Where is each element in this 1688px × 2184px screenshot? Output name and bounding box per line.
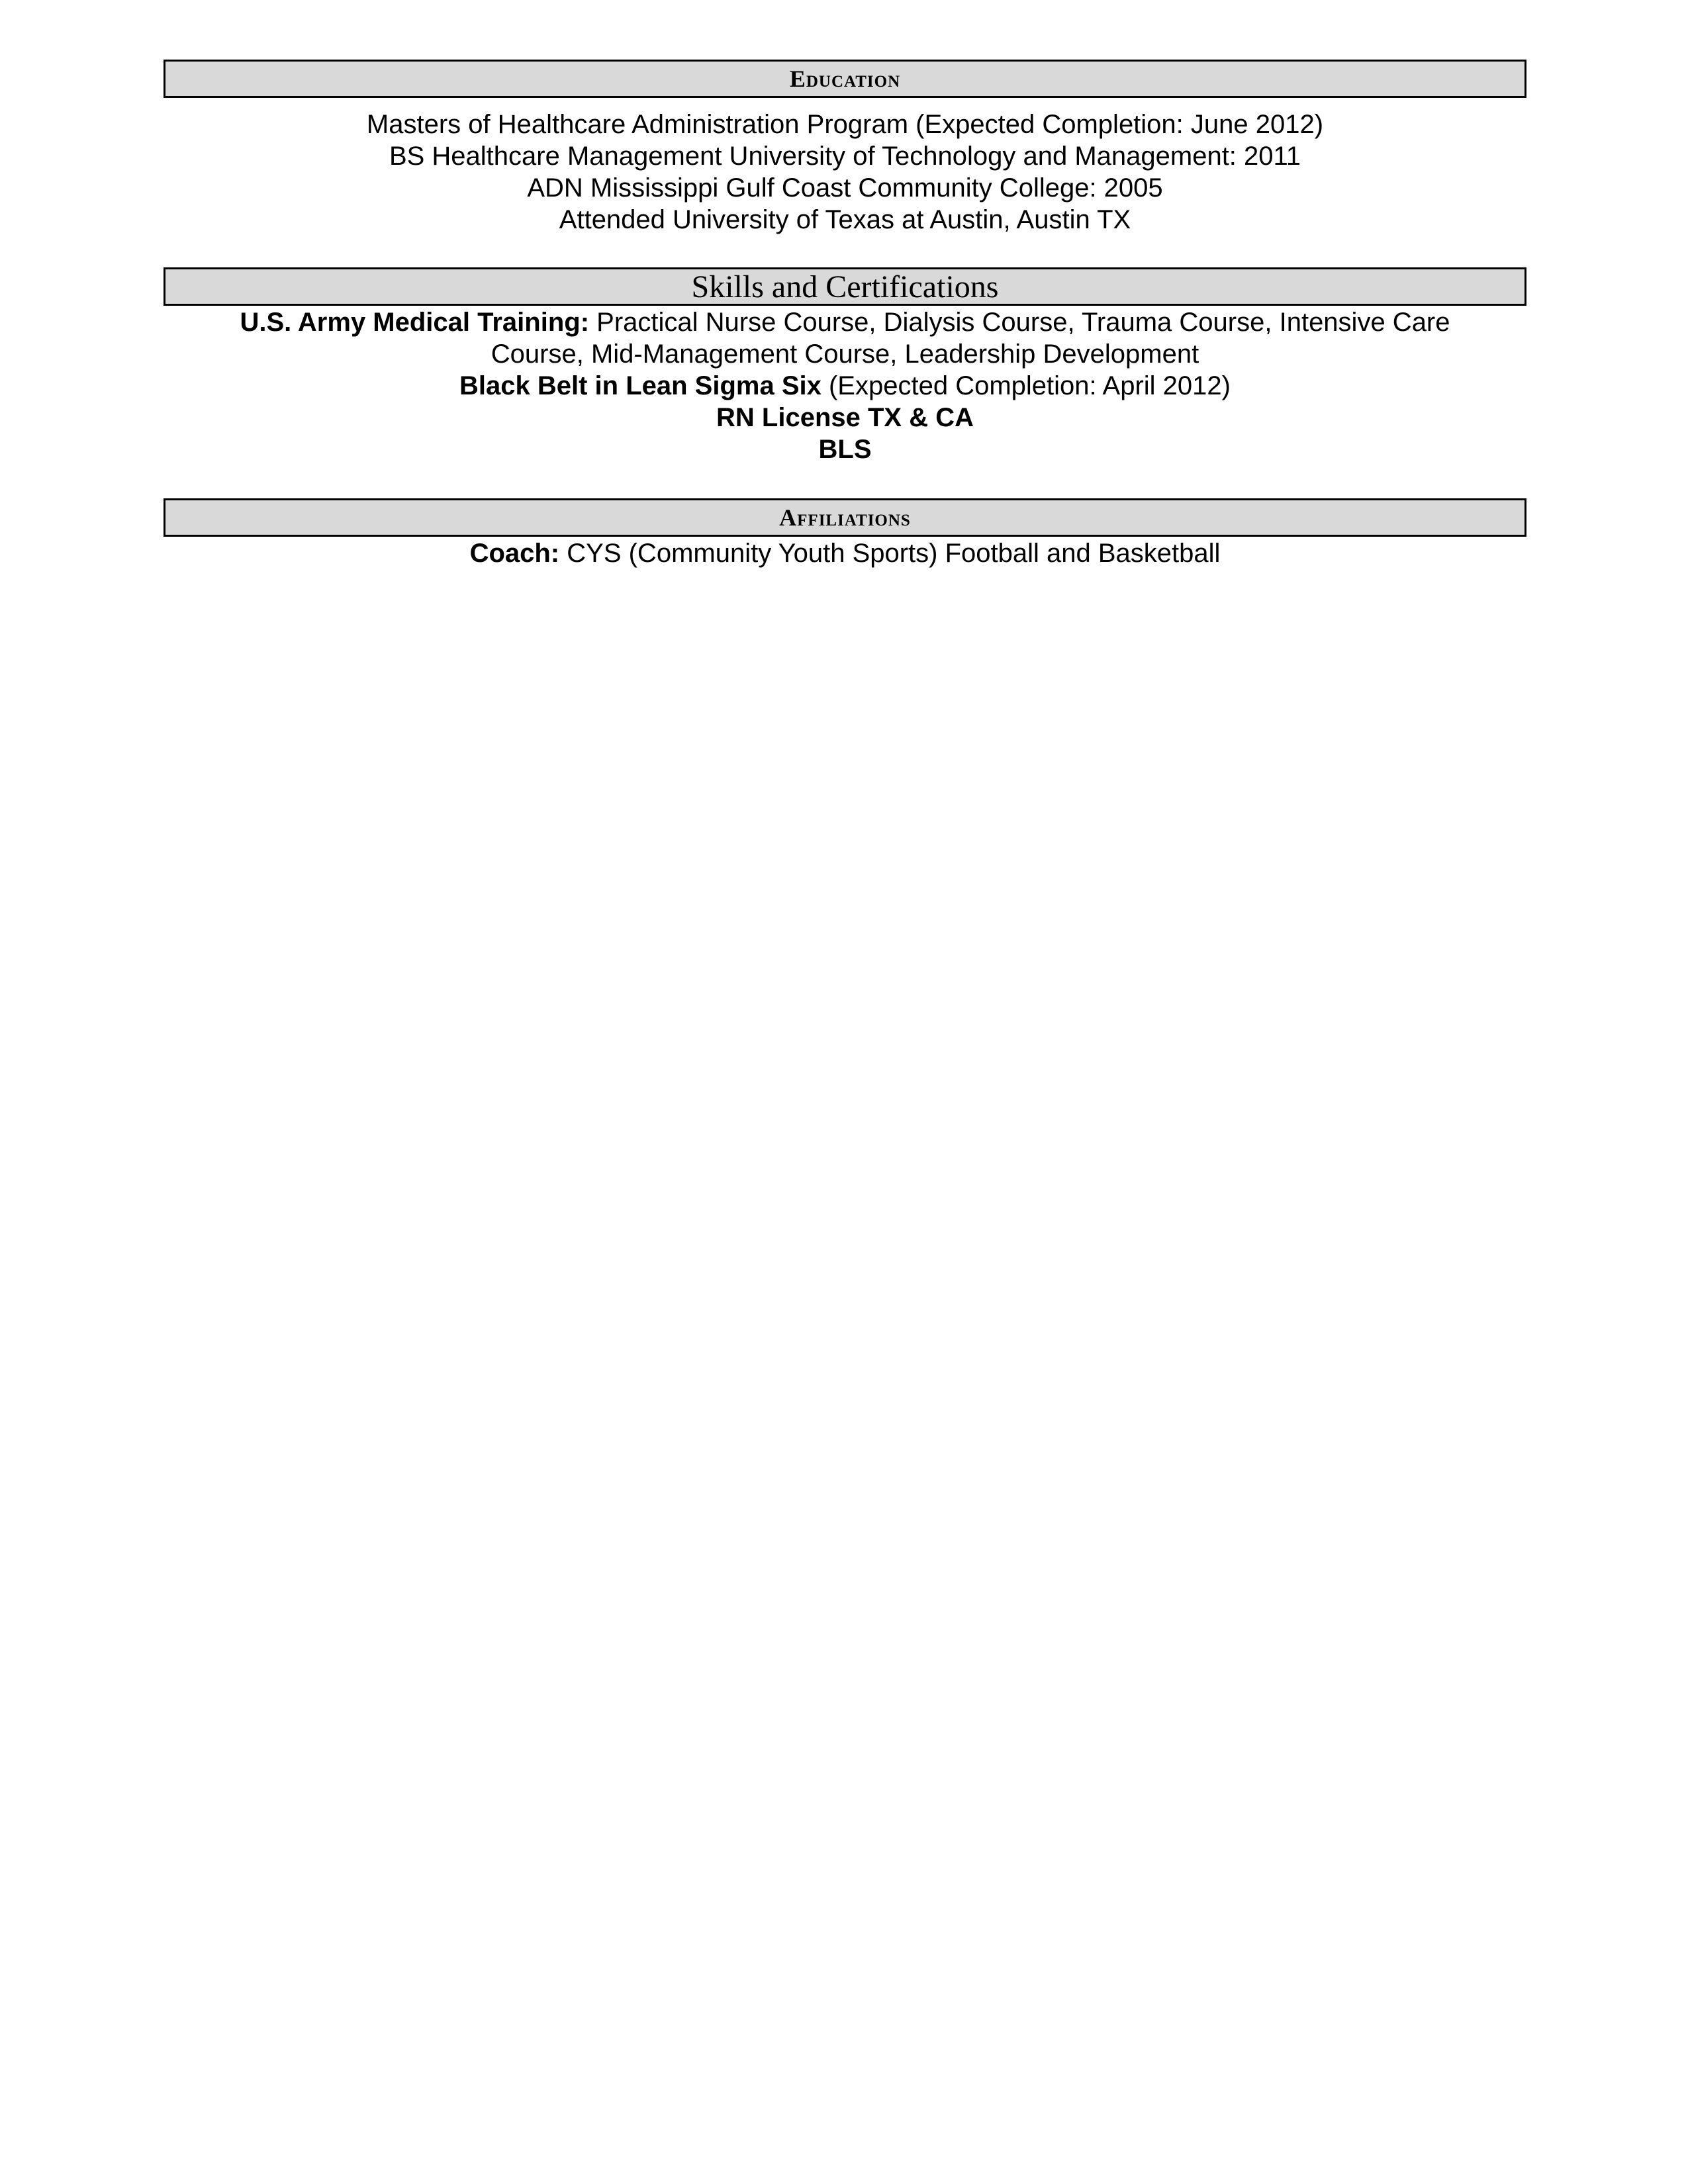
lean-sigma-text: (Expected Completion: April 2012) (821, 371, 1231, 400)
army-training-label: U.S. Army Medical Training: (240, 308, 590, 337)
coach-label: Coach: (469, 539, 560, 568)
skills-header-label: Skills and Certifications (691, 269, 999, 304)
skills-item-army-training (164, 306, 1526, 370)
education-header-label: Education (789, 66, 901, 92)
army-training-text: Practical Nurse Course, Dialysis Course, Trauma Course, Intensive Care Course, Mid-Management Course, Leadership Development (491, 308, 1450, 369)
education-item-ut-austin: Attended University of Texas at Austin, Austin TX (559, 205, 1131, 234)
skills-item-rn-license: RN License TX & CA (716, 403, 974, 432)
education-list (164, 109, 1526, 236)
affiliations-header-label: Affiliations (779, 504, 911, 531)
coach-text: CYS (Community Youth Sports) Football and Basketball (559, 539, 1221, 568)
skills-list (164, 306, 1526, 465)
skills-item-lean-sigma (164, 370, 1526, 402)
education-item-adn: ADN Mississippi Gulf Coast Community College: 2005 (527, 173, 1163, 203)
lean-sigma-label: Black Belt in Lean Sigma Six (459, 371, 821, 400)
skills-header (164, 267, 1526, 306)
education-item-bs: BS Healthcare Management University of Technology and Management: 2011 (389, 142, 1301, 171)
education-header (164, 60, 1526, 98)
skills-item-bls: BLS (818, 435, 872, 464)
education-item-masters: Masters of Healthcare Administration Program (Expected Completion: June 2012) (366, 110, 1324, 139)
affiliations-list (164, 537, 1526, 569)
affiliations-header (164, 498, 1526, 537)
affiliations-item-coach (164, 537, 1526, 569)
